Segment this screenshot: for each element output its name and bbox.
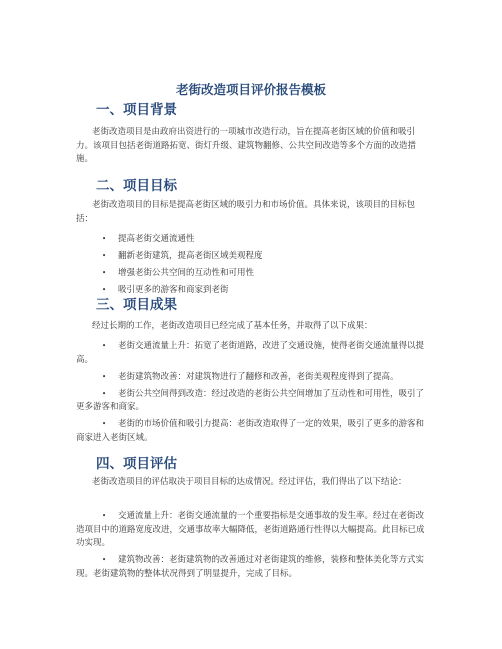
list-item: • 吸引更多的游客和商家到老街 bbox=[76, 284, 430, 298]
section-paragraph: 老街改造项目的评估取决于项目目标的达成情况。经过评估，我们得出了以下结论： bbox=[92, 477, 407, 487]
section-paragraph: 老街改造项目是由政府出资进行的一项城市改造行动，旨在提高老街区域的价值和吸引力。该项目包括老街道路拓宽、街灯升级、建筑物翻修、公共空间改造等多个方面的改造措施。 bbox=[76, 127, 417, 164]
document-title: 老街改造项目评价报告模板 bbox=[175, 82, 326, 97]
bullet-icon: • bbox=[102, 235, 107, 243]
bullet-icon: • bbox=[102, 389, 107, 398]
goals-list bbox=[76, 233, 430, 301]
section-paragraph: 老街改造项目的目标是提高老街区域的吸引力和市场价值。具体来说，该项目的目标包括： bbox=[76, 200, 416, 224]
bullet-icon: • bbox=[102, 512, 107, 520]
list-item: • 增强老街公共空间的互动性和可用性 bbox=[76, 267, 430, 281]
section-heading-background: 一、项目背景 bbox=[96, 102, 177, 118]
section-heading-results: 三、项目成果 bbox=[96, 297, 177, 313]
list-item: • 翻新老街建筑，提高老街区域美观程度 bbox=[76, 250, 430, 264]
bullet-icon: • bbox=[102, 556, 107, 564]
bullet-icon: • bbox=[102, 286, 107, 294]
bullet-icon: • bbox=[102, 420, 107, 428]
list-item: • 提高老街交通流通性 bbox=[76, 233, 430, 247]
list-item: • 老街公共空间得到改造：经过改造的老街公共空间增加了互动性和可用性，吸引了更多游客和商家。 bbox=[76, 388, 425, 412]
section-paragraph: 经过长期的工作，老街改造项目已经完成了基本任务，并取得了以下成果： bbox=[92, 321, 373, 331]
list-item: • 老街建筑物改善：对建筑物进行了翻修和改善，老街美观程度得到了提高。 bbox=[76, 371, 430, 385]
bullet-icon: • bbox=[102, 252, 107, 260]
list-item: • 老街的市场价值和吸引力提高：老街改造取得了一定的效果，吸引了更多的游客和商家进入老街区域。 bbox=[76, 419, 425, 443]
bullet-icon: • bbox=[102, 342, 107, 350]
results-list bbox=[76, 340, 430, 449]
evaluation-list bbox=[76, 510, 430, 585]
section-heading-evaluation: 四、项目评估 bbox=[96, 456, 177, 472]
section-heading-goals: 二、项目目标 bbox=[96, 178, 177, 194]
list-item: • 老街交通流量上升：拓宽了老街道路，改进了交通设施，使得老街交通流量得以提高。 bbox=[76, 341, 425, 365]
bullet-icon: • bbox=[102, 269, 107, 277]
list-item: • 交通流量上升：老街交通流量的一个重要指标是交通事故的发生率。经过在老街改造项目中的道路宽度改进，交通事故率大幅降低，老街道路通行性得以大幅提高。此目标已成功实现。 bbox=[76, 511, 425, 548]
bullet-icon: • bbox=[102, 372, 107, 381]
list-item: • 建筑物改善：老街建筑物的改善通过对老街建筑的维修，装修和整体美化等方式实现。老街建筑物的整体状况得到了明显提升，完成了目标。 bbox=[76, 555, 425, 579]
